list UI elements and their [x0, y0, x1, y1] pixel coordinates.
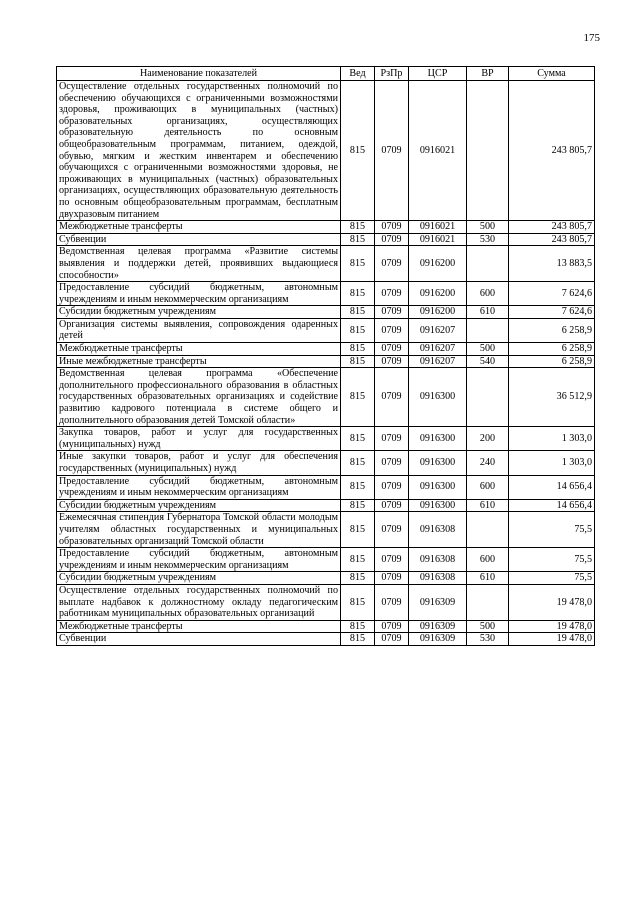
table-row — [57, 584, 595, 620]
cell-ved: 815 — [341, 221, 375, 234]
cell-name: Иные межбюджетные трансферты — [57, 355, 341, 368]
cell-ved: 815 — [341, 548, 375, 572]
cell-csr: 0916021 — [409, 221, 467, 234]
cell-sum: 14 656,4 — [509, 475, 595, 499]
cell-sum: 6 258,9 — [509, 343, 595, 356]
cell-vr: 500 — [467, 343, 509, 356]
cell-ved: 815 — [341, 246, 375, 282]
cell-ved: 815 — [341, 427, 375, 451]
cell-sum: 7 624,6 — [509, 306, 595, 319]
cell-sum: 19 478,0 — [509, 584, 595, 620]
cell-rzpr: 0709 — [375, 584, 409, 620]
cell-rzpr: 0709 — [375, 620, 409, 633]
cell-vr: 610 — [467, 306, 509, 319]
table-row — [57, 368, 595, 427]
cell-sum: 6 258,9 — [509, 355, 595, 368]
page-number: 175 — [583, 32, 600, 44]
cell-name: Организация системы выявления, сопровождения одаренных детей — [57, 318, 341, 342]
cell-csr: 0916300 — [409, 368, 467, 427]
cell-vr: 500 — [467, 221, 509, 234]
cell-ved: 815 — [341, 343, 375, 356]
cell-name: Ведомственная целевая программа «Обеспечение дополнительного профессионального образования в областных государственных образовательных организациях и содействие развитию кадрового потенциала в системе общего и дополнительного образования детей Томской области» — [57, 368, 341, 427]
cell-vr — [467, 584, 509, 620]
cell-rzpr: 0709 — [375, 499, 409, 512]
header-name: Наименование показателей — [57, 67, 341, 81]
cell-rzpr: 0709 — [375, 368, 409, 427]
cell-csr: 0916300 — [409, 499, 467, 512]
cell-name: Субвенции — [57, 633, 341, 646]
cell-sum: 13 883,5 — [509, 246, 595, 282]
table-body — [57, 81, 595, 646]
cell-csr: 0916309 — [409, 584, 467, 620]
budget-table — [56, 66, 595, 646]
cell-rzpr: 0709 — [375, 221, 409, 234]
header-csr: ЦСР — [409, 67, 467, 81]
cell-sum: 6 258,9 — [509, 318, 595, 342]
table-row — [57, 499, 595, 512]
cell-sum: 75,5 — [509, 548, 595, 572]
cell-sum: 243 805,7 — [509, 221, 595, 234]
cell-ved: 815 — [341, 584, 375, 620]
cell-name: Осуществление отдельных государственных полномочий по выплате надбавок к должностному окладу педагогическим работникам муниципальных образовательных организаций — [57, 584, 341, 620]
cell-name: Закупка товаров, работ и услуг для государственных (муниципальных) нужд — [57, 427, 341, 451]
table-row — [57, 282, 595, 306]
table-row — [57, 81, 595, 221]
cell-sum: 1 303,0 — [509, 451, 595, 475]
cell-vr — [467, 318, 509, 342]
cell-vr: 610 — [467, 499, 509, 512]
header-row — [57, 67, 595, 81]
table-row — [57, 343, 595, 356]
cell-rzpr: 0709 — [375, 246, 409, 282]
cell-csr: 0916308 — [409, 512, 467, 548]
cell-vr — [467, 246, 509, 282]
table-row — [57, 221, 595, 234]
table-row — [57, 620, 595, 633]
table-row — [57, 451, 595, 475]
header-sum: Сумма — [509, 67, 595, 81]
cell-sum: 7 624,6 — [509, 282, 595, 306]
cell-ved: 815 — [341, 475, 375, 499]
cell-sum: 36 512,9 — [509, 368, 595, 427]
cell-vr: 600 — [467, 282, 509, 306]
cell-ved: 815 — [341, 318, 375, 342]
cell-name: Предоставление субсидий бюджетным, автономным учреждениям и иным некоммерческим организациям — [57, 282, 341, 306]
cell-vr — [467, 81, 509, 221]
cell-rzpr: 0709 — [375, 355, 409, 368]
table-row — [57, 318, 595, 342]
cell-name: Осуществление отдельных государственных полномочий по обеспечению обучающихся с ограниченными возможностями здоровья, проживающих в муниципальных (частных) образовательных организациях, осуществляющих образовательную деятельность по основным общеобразовательным программам, питанием, одеждой, обувью, мягким и жестким инвентарем и обеспечению обучающихся с ограниченными возможностями здоровья, не проживающих в муниципальных (частных) образовательных организациях, осуществляющих образовательную деятельность по основным общеобразовательным программам, бесплатным двухразовым питанием — [57, 81, 341, 221]
cell-csr: 0916207 — [409, 355, 467, 368]
cell-name: Субсидии бюджетным учреждениям — [57, 499, 341, 512]
table-row — [57, 475, 595, 499]
cell-rzpr: 0709 — [375, 81, 409, 221]
header-ved: Вед — [341, 67, 375, 81]
cell-csr: 0916021 — [409, 233, 467, 246]
cell-rzpr: 0709 — [375, 548, 409, 572]
cell-name: Субсидии бюджетным учреждениям — [57, 572, 341, 585]
table-row — [57, 548, 595, 572]
cell-name: Субсидии бюджетным учреждениям — [57, 306, 341, 319]
cell-ved: 815 — [341, 368, 375, 427]
cell-name: Межбюджетные трансферты — [57, 221, 341, 234]
cell-csr: 0916200 — [409, 282, 467, 306]
cell-ved: 815 — [341, 306, 375, 319]
cell-sum: 19 478,0 — [509, 620, 595, 633]
cell-csr: 0916309 — [409, 633, 467, 646]
cell-name: Межбюджетные трансферты — [57, 620, 341, 633]
table-row — [57, 427, 595, 451]
table-row — [57, 512, 595, 548]
cell-rzpr: 0709 — [375, 427, 409, 451]
cell-sum: 1 303,0 — [509, 427, 595, 451]
cell-name: Межбюджетные трансферты — [57, 343, 341, 356]
cell-csr: 0916300 — [409, 451, 467, 475]
cell-ved: 815 — [341, 233, 375, 246]
cell-csr: 0916207 — [409, 343, 467, 356]
cell-rzpr: 0709 — [375, 343, 409, 356]
cell-ved: 815 — [341, 620, 375, 633]
cell-name: Ведомственная целевая программа «Развитие системы выявления и поддержки детей, проявивших выдающиеся способности» — [57, 246, 341, 282]
cell-rzpr: 0709 — [375, 318, 409, 342]
cell-csr: 0916308 — [409, 548, 467, 572]
table-row — [57, 572, 595, 585]
cell-vr — [467, 368, 509, 427]
table-row — [57, 633, 595, 646]
cell-rzpr: 0709 — [375, 306, 409, 319]
header-rzpr: РзПр — [375, 67, 409, 81]
cell-rzpr: 0709 — [375, 512, 409, 548]
cell-rzpr: 0709 — [375, 475, 409, 499]
cell-csr: 0916308 — [409, 572, 467, 585]
cell-ved: 815 — [341, 633, 375, 646]
cell-sum: 14 656,4 — [509, 499, 595, 512]
cell-rzpr: 0709 — [375, 282, 409, 306]
table-row — [57, 306, 595, 319]
cell-name: Предоставление субсидий бюджетным, автономным учреждениям и иным некоммерческим организациям — [57, 475, 341, 499]
cell-sum: 75,5 — [509, 572, 595, 585]
cell-vr: 530 — [467, 233, 509, 246]
cell-ved: 815 — [341, 81, 375, 221]
cell-csr: 0916207 — [409, 318, 467, 342]
table-header — [57, 67, 595, 81]
cell-rzpr: 0709 — [375, 233, 409, 246]
cell-sum: 75,5 — [509, 512, 595, 548]
cell-sum: 19 478,0 — [509, 633, 595, 646]
cell-vr: 500 — [467, 620, 509, 633]
cell-ved: 815 — [341, 499, 375, 512]
cell-sum: 243 805,7 — [509, 81, 595, 221]
cell-ved: 815 — [341, 572, 375, 585]
cell-name: Предоставление субсидий бюджетным, автономным учреждениям и иным некоммерческим организациям — [57, 548, 341, 572]
cell-vr: 530 — [467, 633, 509, 646]
table-row — [57, 233, 595, 246]
cell-vr: 200 — [467, 427, 509, 451]
cell-vr: 600 — [467, 475, 509, 499]
table-row — [57, 355, 595, 368]
cell-vr: 610 — [467, 572, 509, 585]
cell-vr: 540 — [467, 355, 509, 368]
cell-rzpr: 0709 — [375, 451, 409, 475]
cell-ved: 815 — [341, 282, 375, 306]
cell-vr — [467, 512, 509, 548]
cell-csr: 0916200 — [409, 246, 467, 282]
cell-rzpr: 0709 — [375, 572, 409, 585]
cell-vr: 600 — [467, 548, 509, 572]
cell-name: Ежемесячная стипендия Губернатора Томской области молодым учителям областных государственных и муниципальных образовательных организаций Томской области — [57, 512, 341, 548]
cell-ved: 815 — [341, 512, 375, 548]
table-row — [57, 246, 595, 282]
cell-ved: 815 — [341, 355, 375, 368]
cell-vr: 240 — [467, 451, 509, 475]
cell-csr: 0916300 — [409, 427, 467, 451]
cell-name: Иные закупки товаров, работ и услуг для обеспечения государственных (муниципальных) нужд — [57, 451, 341, 475]
cell-rzpr: 0709 — [375, 633, 409, 646]
cell-name: Субвенции — [57, 233, 341, 246]
cell-csr: 0916021 — [409, 81, 467, 221]
header-vr: ВР — [467, 67, 509, 81]
cell-ved: 815 — [341, 451, 375, 475]
cell-csr: 0916300 — [409, 475, 467, 499]
cell-sum: 243 805,7 — [509, 233, 595, 246]
cell-csr: 0916309 — [409, 620, 467, 633]
cell-csr: 0916200 — [409, 306, 467, 319]
